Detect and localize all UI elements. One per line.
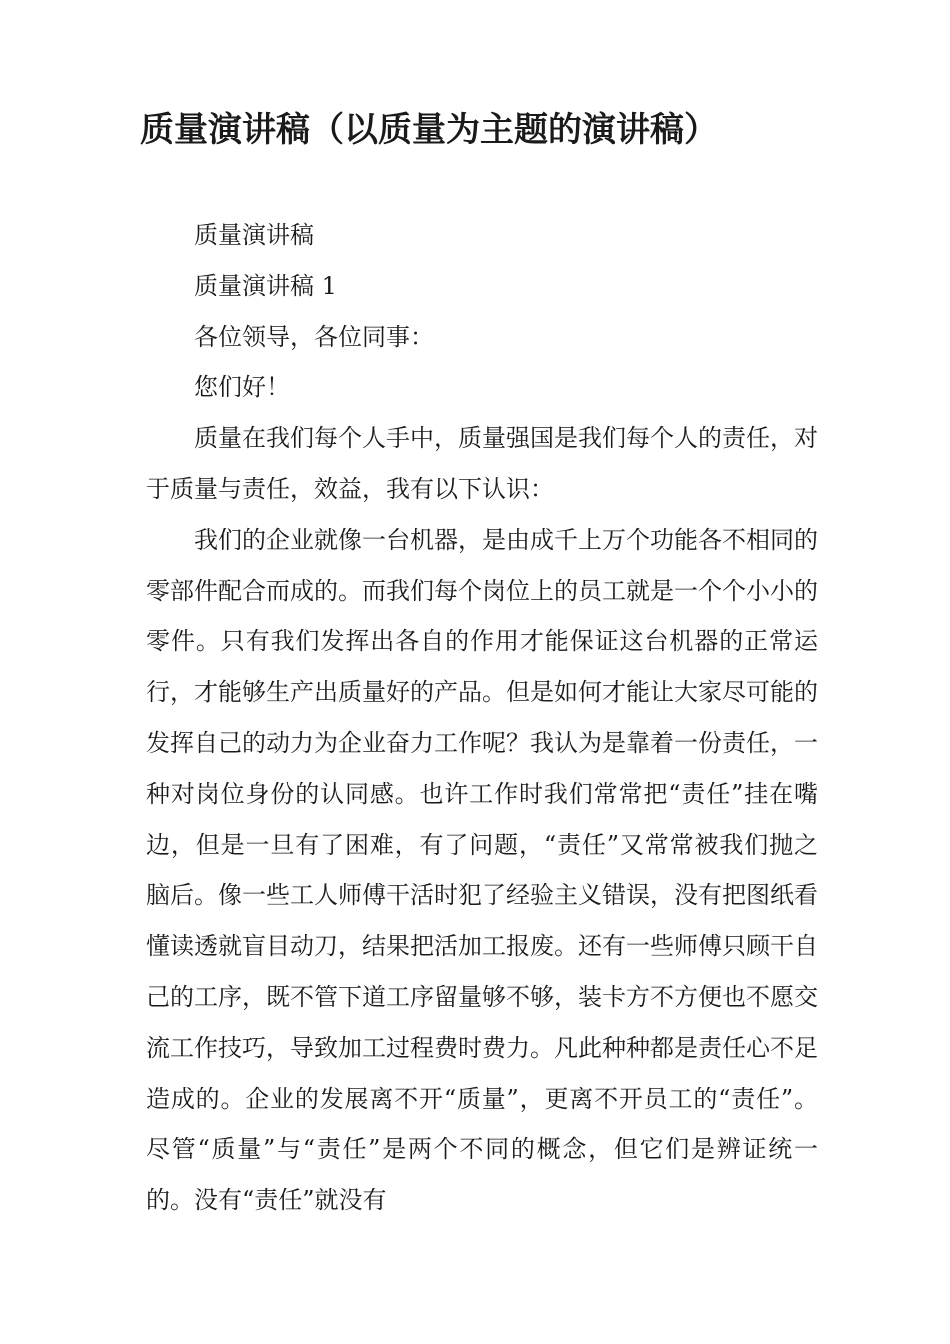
- salutation: 各位领导，各位同事：: [194, 322, 434, 351]
- document-title: 质量演讲稿（以质量为主题的演讲稿）: [140, 110, 718, 150]
- document-body: [146, 210, 818, 1226]
- section-heading: 质量演讲稿: [194, 221, 314, 249]
- body-paragraph-main: 我们的企业就像一台机器，是由成千上万个功能各不相同的零部件配合而成的。而我们每个岗位上的员工就是一个个小小的零件。只有我们发挥出各自的作用才能保证这台机器的正常运行，才能够生产出质量好的产品。但是如何才能让大家尽可能的发挥自己的动力为企业奋力工作呢？我认为是靠着一份责任，一种对岗位身份的认同感。也许工作时我们常常把“责任”挂在嘴边，但是一旦有了困难，有了问题，“责任”又常常被我们抛之脑后。像一些工人师傅干活时犯了经验主义错误，没有把图纸看懂读透就盲目动刀，结果把活加工报废。还有一些师傅只顾干自己的工序，既不管下道工序留量够不够，装卡方不方便也不愿交流工作技巧，导致加工过程费时费力。凡此种种都是责任心不足造成的。企业的发展离不开“质量”，更离不开员工的“责任”。尽管“质量”与“责任”是两个不同的概念，但它们是辨证统一的。没有“责任”就没有: [146, 525, 818, 1215]
- body-paragraph-intro: 质量在我们每个人手中，质量强国是我们每个人的责任，对于质量与责任，效益，我有以下认识：: [146, 424, 818, 503]
- greeting: 您们好！: [194, 373, 290, 402]
- speech-number-heading: 质量演讲稿 1: [194, 271, 337, 300]
